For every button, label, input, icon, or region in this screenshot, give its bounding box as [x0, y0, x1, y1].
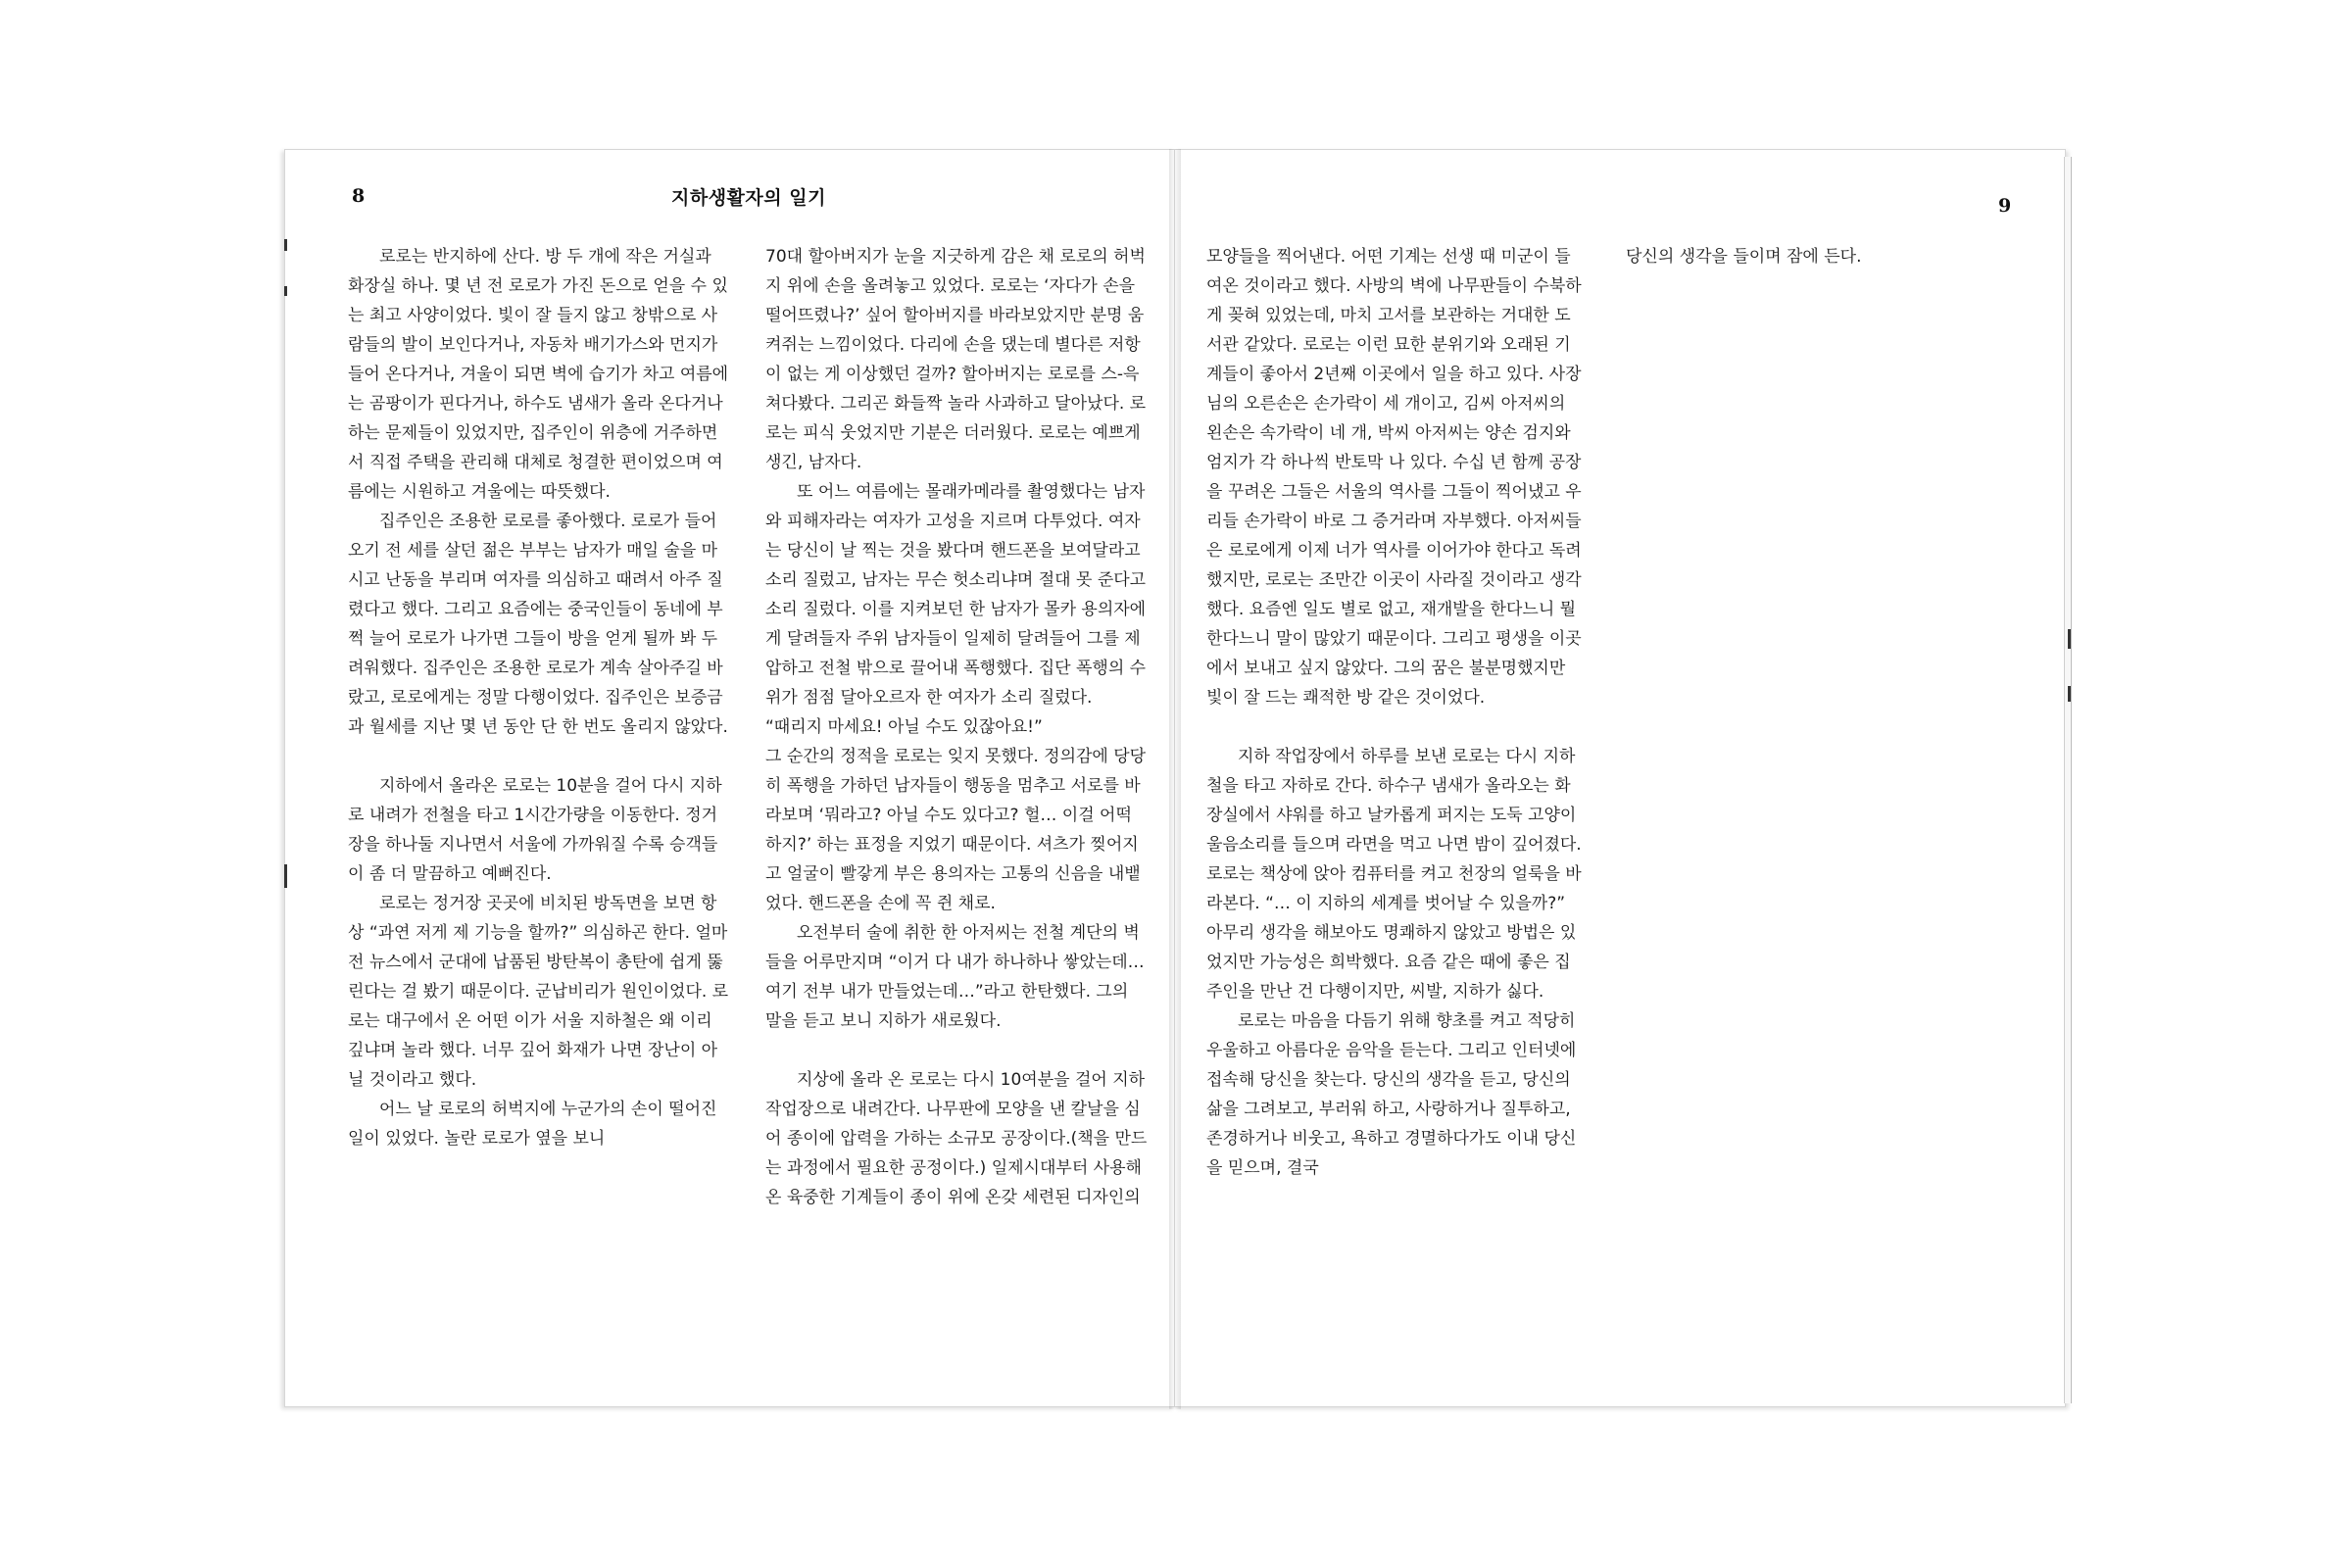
- scan-mark: [284, 286, 287, 296]
- scan-mark: [284, 864, 287, 888]
- paragraph: 오전부터 술에 취한 한 아저씨는 전철 계단의 벽들을 어루만지며 “이거 다 내가 하나하나 쌓았는데… 여기 전부 내가 만들었는데…”라고 한탄했다. 그의 말을 듣고 보니 지하가 새로웠다.: [765, 923, 1145, 1031]
- paragraph: 로로는 반지하에 산다. 방 두 개에 작은 거실과 화장실 하나. 몇 년 전 로로가 가진 돈으로 얻을 수 있는 최고 사양이었다. 빛이 잘 들지 않고 창밖으로 사람들의 발이 보인다거나, 자동차 배기가스와 먼지가 들어 온다거나, 겨울이 되면 벽에 습기가 차고 여름에는 곰팡이가 핀다거나, 하수도 냄새가 올라 온다거나 하는 문제들이 있었지만, 집주인이 위층에 거주하면서 직접 주택을 관리해 대체로 청결한 편이었으며 여름에는 시원하고 겨울에는 따뜻했다.: [348, 247, 729, 502]
- text-column-1: [348, 242, 730, 1153]
- text-column-4: [1626, 242, 1920, 271]
- paragraph: 모양들을 찍어낸다. 어떤 기계는 선생 때 미군이 들여온 것이라고 했다. 사방의 벽에 나무판들이 수북하게 꽂혀 있었는데, 마치 고서를 보관하는 거대한 도서관 같았다. 로로는 이런 묘한 분위기와 오래된 기계들이 좋아서 2년째 이곳에서 일을 하고 있다. 사장님의 오른손은 손가락이 세 개이고, 김씨 아저씨의 왼손은 속가락이 네 개, 박씨 아저씨는 양손 검지와 엄지가 각 하나씩 반토막 나 있다. 수십 년 함께 공장을 꾸려온 그들은 서울의 역사를 그들이 찍어냈고 우리들 손가락이 바로 그 증거라며 자부했다. 아저씨들은 로로에게 이제 너가 역사를 이어가야 한다고 독려했지만, 로로는 조만간 이곳이 사라질 것이라고 생각했다. 요즘엔 일도 별로 없고, 재개발을 한다느니 뭘 한다느니 말이 많았기 때문이다. 그리고 평생을 이곳에서 보내고 싶지 않았다. 그의 꿈은 불분명했지만 빛이 잘 드는 쾌적한 방 같은 것이었다.: [1206, 247, 1582, 708]
- page-edge-stack: [2064, 157, 2072, 1403]
- right-page: [1174, 149, 2066, 1407]
- quote: “때리지 마세요! 아닐 수도 있잖아요!”: [765, 717, 1043, 737]
- text-column-2: [765, 242, 1148, 1212]
- paragraph: 로로는 마음을 다듬기 위해 향초를 켜고 적당히 우울하고 아름다운 음악을 듣는다. 그리고 인터넷에 접속해 당신을 찾는다. 당신의 생각을 듣고, 당신의 삶을 그려보고, 부러워 하고, 사랑하거나 질투하고, 존경하거나 비웃고, 욕하고 경멸하다가도 이내 당신을 믿으며, 결국: [1206, 1011, 1577, 1178]
- scan-mark: [2068, 686, 2071, 702]
- running-head: 지하생활자의 일기: [671, 187, 826, 209]
- paragraph: 당신의 생각을 들이며 잠에 든다.: [1626, 247, 1862, 267]
- paragraph: 지하에서 올라온 로로는 10분을 걸어 다시 지하로 내려가 전철을 타고 1시간가량을 이동한다. 정거장을 하나둘 지나면서 서울에 가까워질 수록 승객들이 좀 더 말끔하고 예뻐진다.: [348, 776, 722, 884]
- paragraph: 집주인은 조용한 로로를 좋아했다. 로로가 들어오기 전 세를 살던 젊은 부부는 남자가 매일 술을 마시고 난동을 부리며 여자를 의심하고 때려서 아주 질렸다고 했다. 그리고 요즘에는 중국인들이 동네에 부쩍 늘어 로로가 나가면 그들이 방을 얻게 될까 봐 두려워했다. 집주인은 조용한 로로가 계속 살아주길 바랐고, 로로에게는 정말 다행이었다. 집주인은 보증금과 월세를 지난 몇 년 동안 단 한 번도 올리지 않았다.: [348, 512, 728, 737]
- paragraph: 지상에 올라 온 로로는 다시 10여분을 걸어 지하 작업장으로 내려간다. 나무판에 모양을 낸 칼날을 심어 종이에 압력을 가하는 소규모 공장이다.(책을 만드는 과정에서 필요한 공정이다.) 일제시대부터 사용해 온 육중한 기계들이 종이 위에 온갖 세련된 디자인의: [765, 1070, 1148, 1207]
- book-gutter: [1169, 149, 1181, 1409]
- paragraph: 어느 날 로로의 허벅지에 누군가의 손이 떨어진 일이 있었다. 놀란 로로가 옆을 보니: [348, 1100, 717, 1149]
- scan-mark: [2068, 629, 2071, 649]
- page-number-left: 8: [352, 185, 366, 207]
- paragraph: 그 순간의 정적을 로로는 잊지 못했다. 정의감에 당당히 폭행을 가하던 남자들이 행동을 멈추고 서로를 바라보며 ‘뭐라고? 아닐 수도 있다고? 헐… 이걸 어떡하지?’ 하는 표정을 지었기 때문이다. 셔츠가 찢어지고 얼굴이 빨갛게 부은 용의자는 고통의 신음을 내뱉었다. 핸드폰을 손에 꼭 쥔 채로.: [765, 747, 1147, 913]
- paragraph: 로로는 정거장 곳곳에 비치된 방독면을 보면 항상 “과연 저게 제 기능을 할까?” 의심하곤 한다. 얼마 전 뉴스에서 군대에 납품된 방탄복이 총탄에 쉽게 뚫린다는 걸 봤기 때문이다. 군납비리가 원인이었다. 로로는 대구에서 온 어떤 이가 서울 지하철은 왜 이리 깊냐며 놀라 했다. 너무 깊어 화재가 나면 장난이 아닐 것이라고 했다.: [348, 894, 729, 1090]
- page-number-right: 9: [1998, 195, 2012, 217]
- paragraph: 70대 할아버지가 눈을 지긋하게 감은 채 로로의 허벅지 위에 손을 올려놓고 있었다. 로로는 ‘자다가 손을 떨어뜨렸나?’ 싶어 할아버지를 바라보았지만 분명 움켜쥐는 느낌이었다. 다리에 손을 댔는데 별다른 저항이 없는 게 이상했던 걸까? 할아버지는 로로를 스-윽 쳐다봤다. 그리곤 화들짝 놀라 사과하고 달아났다. 로로는 피식 웃었지만 기분은 더러웠다. 로로는 예쁘게 생긴, 남자다.: [765, 247, 1147, 472]
- scan-mark: [284, 239, 287, 251]
- left-page: [284, 149, 1176, 1407]
- book-spread: [284, 149, 2068, 1409]
- paragraph: 지하 작업장에서 하루를 보낸 로로는 다시 지하철을 타고 자하로 간다. 하수구 냄새가 올라오는 화장실에서 샤워를 하고 날카롭게 퍼지는 도둑 고양이 울음소리를 들으며 라면을 먹고 나면 밤이 깊어졌다. 로로는 책상에 앉아 컴퓨터를 켜고 천장의 얼룩을 바라본다. “… 이 지하의 세계를 벗어날 수 있을까?” 아무리 생각을 해보아도 명쾌하지 않았고 방법은 있었지만 가능성은 희박했다. 요즘 같은 때에 좋은 집주인을 만난 건 다행이지만, 씨발, 지하가 싫다.: [1206, 747, 1582, 1002]
- paragraph: 또 어느 여름에는 몰래카메라를 촬영했다는 남자와 피해자라는 여자가 고성을 지르며 다투었다. 여자는 당신이 날 찍는 것을 봤다며 핸드폰을 보여달라고 소리 질렀고, 남자는 무슨 헛소리냐며 절대 못 준다고 소리 질렀다. 이를 지켜보던 한 남자가 몰카 용의자에게 달려들자 주위 남자들이 일제히 달려들어 그를 제압하고 전철 밖으로 끌어내 폭행했다. 집단 폭행의 수위가 점점 달아오르자 한 여자가 소리 질렀다.: [765, 482, 1147, 708]
- text-column-3: [1206, 242, 1585, 1183]
